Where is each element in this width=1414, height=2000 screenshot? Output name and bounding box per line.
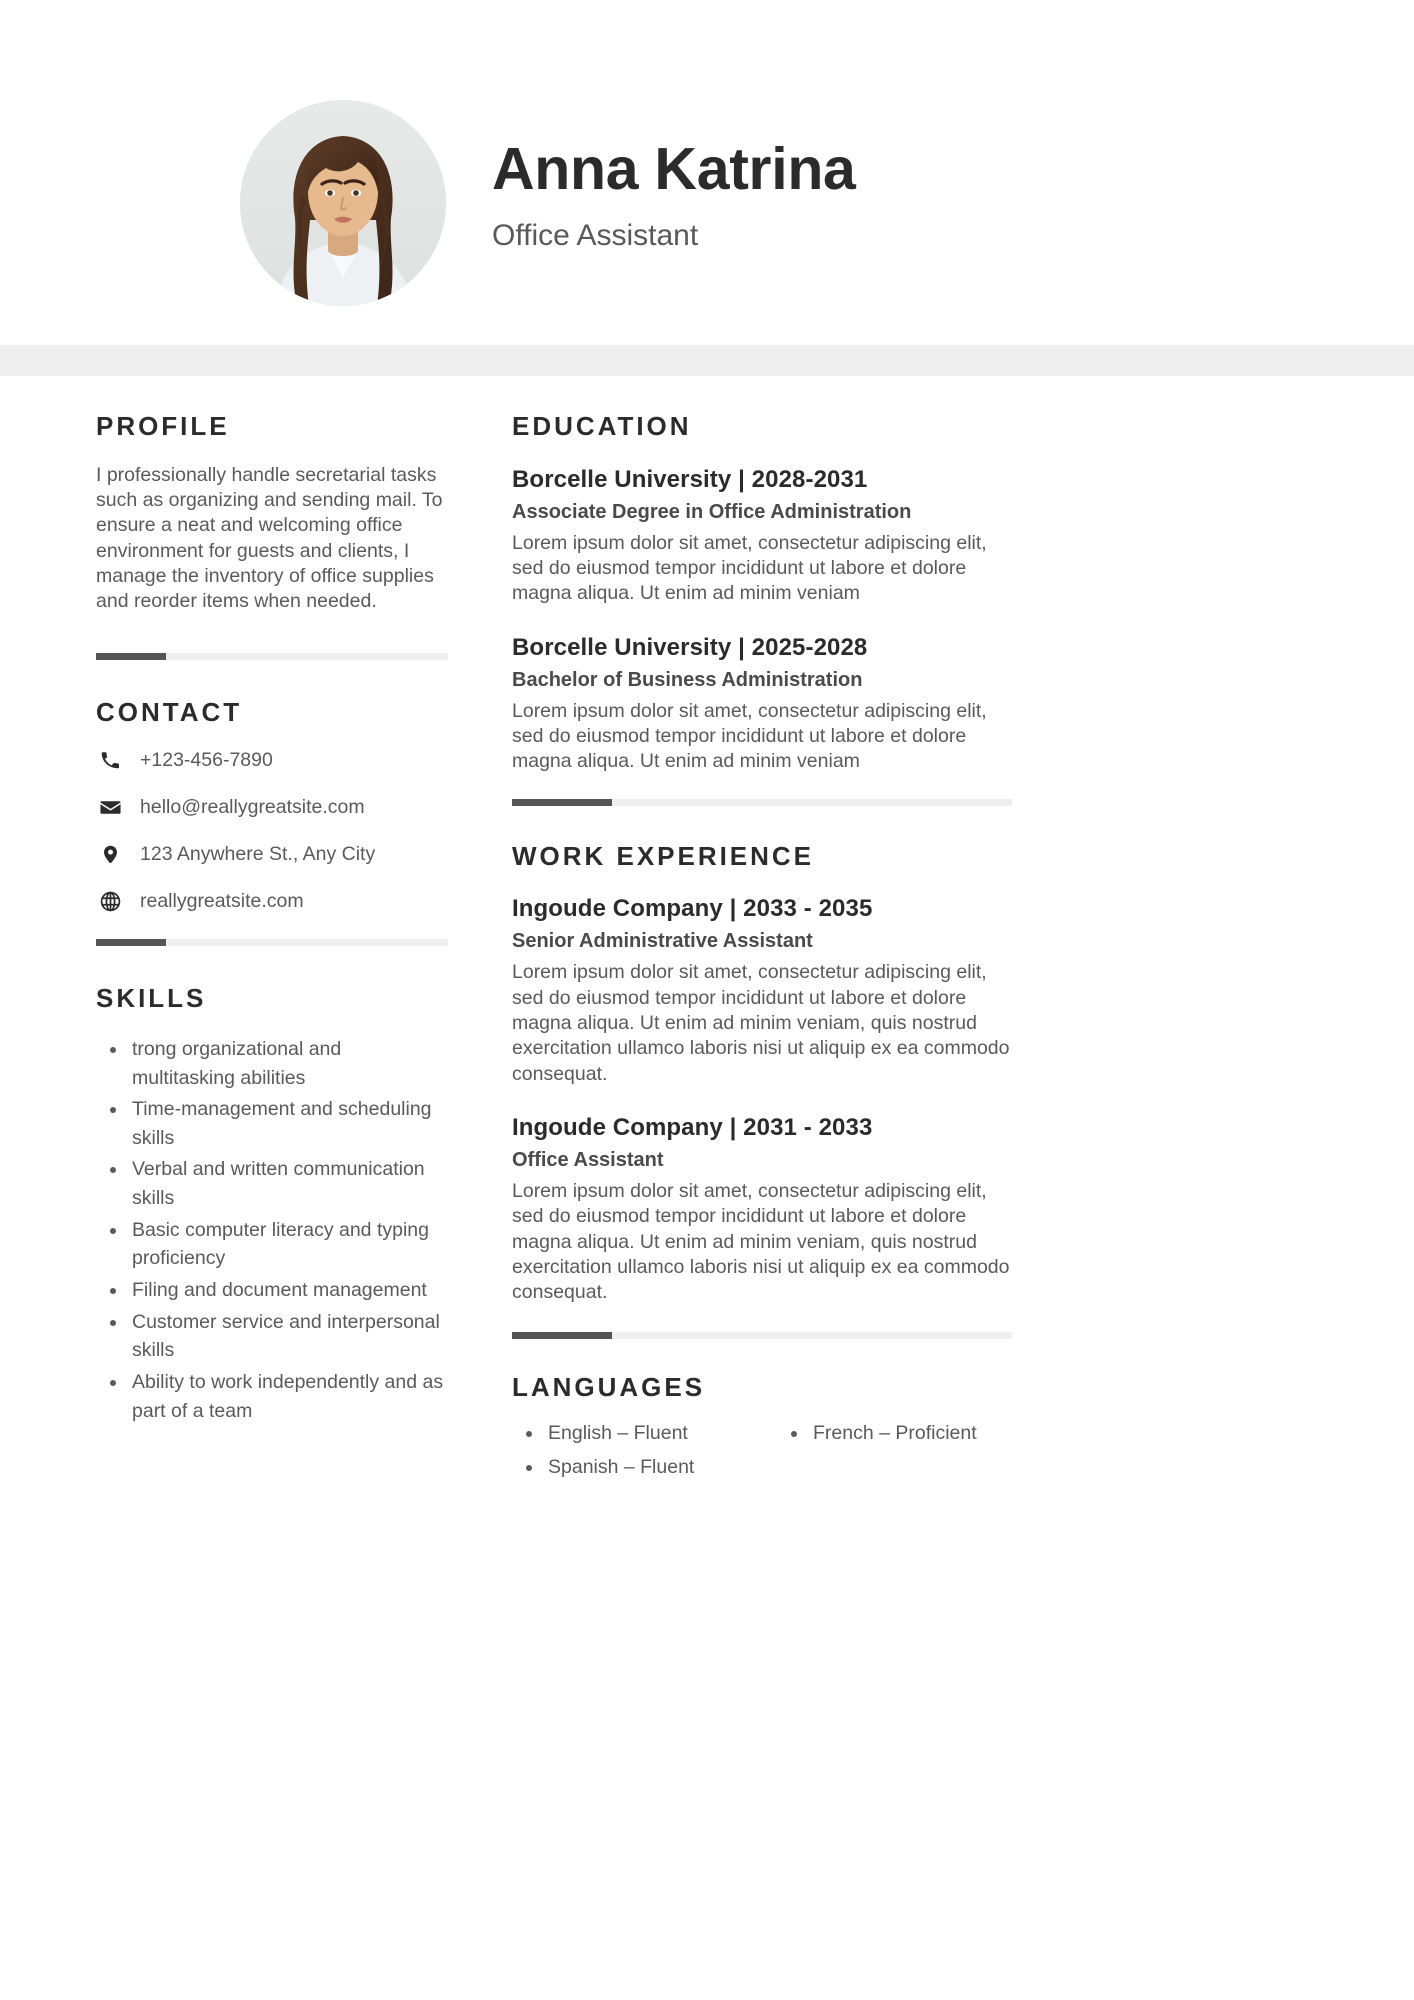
contact-website-value: reallygreatsite.com — [140, 889, 304, 912]
contact-section — [96, 698, 448, 916]
languages-column-one — [512, 1421, 777, 1488]
avatar — [240, 100, 446, 306]
list-item: Ability to work independently and as part of a team — [96, 1368, 448, 1425]
entry-subtitle: Office Assistant — [512, 1148, 664, 1171]
contact-email-value: hello@reallygreatsite.com — [140, 795, 365, 818]
contact-row-email[interactable] — [96, 793, 448, 821]
list-item: Spanish – Fluent — [512, 1455, 777, 1480]
header-divider-band — [0, 345, 1414, 376]
name-block — [492, 136, 856, 252]
divider-accent — [512, 1332, 612, 1339]
email-icon — [96, 793, 124, 821]
entry-description: Lorem ipsum dolor sit amet, consectetur adipiscing elit, sed do eiusmod tempor incididunt ut labore et dolore magna aliqua. Ut enim ad minim veniam — [512, 531, 987, 605]
education-entry — [512, 465, 1012, 607]
entry-title: Borcelle University | 2025-2028 — [512, 633, 868, 661]
list-item: Filing and document management — [96, 1276, 448, 1305]
contact-row-website[interactable] — [96, 887, 448, 915]
entry-description: Lorem ipsum dolor sit amet, consectetur adipiscing elit, sed do eiusmod tempor incididunt ut labore et dolore magna aliqua. Ut enim ad minim veniam — [512, 699, 987, 773]
list-item: French – Proficient — [777, 1421, 1042, 1446]
languages-section — [512, 1373, 1012, 1488]
list-item: Customer service and interpersonal skills — [96, 1308, 448, 1365]
entry-subtitle: Bachelor of Business Administration — [512, 668, 863, 691]
profile-section — [96, 412, 448, 615]
entry-title: Borcelle University | 2028-2031 — [512, 465, 868, 493]
education-heading: EDUCATION — [512, 411, 692, 441]
list-item: Time-management and scheduling skills — [96, 1095, 448, 1152]
left-column — [96, 412, 448, 1428]
education-section — [512, 412, 1012, 775]
list-item: Verbal and written communication skills — [96, 1155, 448, 1212]
profile-text: I professionally handle secretarial tasks such as organizing and sending mail. To ensure a neat and welcoming office environment for guests and clients, I manage the inventory of office supplies and reorder items when needed. — [96, 463, 443, 613]
list-item: trong organizational and multitasking abilities — [96, 1035, 448, 1092]
contact-row-address[interactable] — [96, 840, 448, 868]
contact-phone-value: +123-456-7890 — [140, 748, 273, 771]
profile-heading: PROFILE — [96, 411, 230, 441]
entry-title: Ingoude Company | 2031 - 2033 — [512, 1113, 873, 1141]
divider-work — [512, 1332, 1012, 1339]
education-entry — [512, 633, 1012, 775]
skills-section — [96, 984, 448, 1425]
phone-icon — [96, 746, 124, 774]
right-column — [512, 412, 1012, 1488]
location-pin-icon — [96, 840, 124, 868]
contact-heading: CONTACT — [96, 696, 243, 727]
skills-heading: SKILLS — [96, 983, 207, 1014]
list-item: Basic computer literacy and typing proficiency — [96, 1216, 448, 1273]
list-item: English – Fluent — [512, 1421, 777, 1446]
divider-accent — [96, 653, 166, 660]
skills-list — [96, 1035, 448, 1426]
job-title: Office Assistant — [492, 219, 699, 252]
divider-contact — [96, 939, 448, 946]
entry-description: Lorem ipsum dolor sit amet, consectetur adipiscing elit, sed do eiusmod tempor incididunt ut labore et dolore magna aliqua. Ut enim ad minim veniam, quis nostrud exercitation ullamco laboris nisi ut aliquip ex ea commodo consequat. — [512, 1179, 1010, 1304]
full-name: Anna Katrina — [492, 136, 856, 202]
entry-subtitle: Senior Administrative Assistant — [512, 930, 813, 953]
entry-subtitle: Associate Degree in Office Administration — [512, 500, 912, 523]
work-experience-section — [512, 842, 1012, 1306]
contact-list — [96, 746, 448, 915]
divider-profile — [96, 653, 448, 660]
languages-heading: LANGUAGES — [512, 1371, 706, 1402]
entry-description: Lorem ipsum dolor sit amet, consectetur adipiscing elit, sed do eiusmod tempor incididunt ut labore et dolore magna aliqua. Ut enim ad minim veniam, quis nostrud exercitation ullamco laboris nisi ut aliquip ex ea commodo consequat. — [512, 961, 1010, 1085]
languages-column-two — [777, 1421, 1042, 1488]
languages-grid — [512, 1421, 1012, 1488]
entry-title: Ingoude Company | 2033 - 2035 — [512, 895, 873, 923]
globe-icon — [96, 887, 124, 915]
contact-address-value: 123 Anywhere St., Any City — [140, 842, 376, 865]
work-entry — [512, 1113, 1012, 1306]
divider-accent — [96, 939, 166, 946]
divider-education — [512, 799, 1012, 806]
work-entry — [512, 894, 1012, 1087]
resume-header — [0, 0, 1414, 345]
work-experience-heading: WORK EXPERIENCE — [512, 840, 814, 871]
divider-accent — [512, 799, 612, 806]
contact-row-phone[interactable] — [96, 746, 448, 774]
